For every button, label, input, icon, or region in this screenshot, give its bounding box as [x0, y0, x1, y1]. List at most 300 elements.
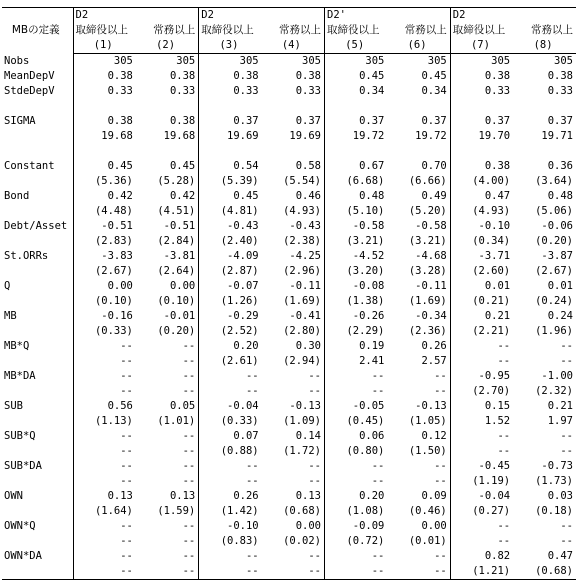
col-4-position: 常務以上: [279, 24, 321, 36]
table-cell: -0.05: [325, 399, 388, 414]
table-cell: (1.72): [283, 445, 321, 457]
table-cell: 0.05: [169, 400, 196, 412]
table-cell: -0.29: [199, 309, 262, 324]
table-cell: (3.21): [408, 235, 447, 247]
table-cell: --: [434, 370, 447, 382]
table-cell: 0.47: [450, 189, 513, 204]
table-cell: 305: [427, 55, 447, 67]
table-cell: --: [450, 444, 513, 459]
table-cell: 0.26: [421, 340, 447, 352]
table-cell: --: [182, 460, 196, 472]
table-cell: (0.21): [450, 294, 513, 309]
table-cell: 0.38: [73, 69, 136, 84]
row-label: OWN*Q: [4, 520, 36, 532]
table-cell: --: [182, 520, 196, 532]
table-cell: (2.84): [157, 235, 196, 247]
table-cell: -0.43: [199, 219, 262, 234]
table-cell: --: [182, 475, 196, 487]
table-cell: [73, 99, 136, 114]
table-cell: 0.15: [450, 399, 513, 414]
table-cell: 1.97: [547, 415, 573, 427]
table-cell: (5.10): [325, 204, 388, 219]
table-row: [2, 429, 576, 444]
table-cell: (2.32): [535, 385, 573, 397]
table-row: [2, 69, 576, 84]
row-label: [2, 144, 73, 159]
table-cell: (2.29): [325, 324, 388, 339]
table-cell: (1.96): [535, 325, 573, 337]
table-cell: -0.45: [450, 459, 513, 474]
table-cell: 0.38: [73, 114, 136, 129]
table-cell: -4.09: [199, 249, 262, 264]
table-cell: 19.72: [325, 129, 388, 144]
row-label: MB*DA: [4, 370, 36, 382]
table-cell: (1.73): [535, 475, 573, 487]
table-cell: (2.38): [283, 235, 321, 247]
table-cell: 0.21: [450, 309, 513, 324]
table-cell: [199, 99, 262, 114]
table-cell: [73, 144, 136, 159]
table-cell: (5.54): [283, 175, 321, 187]
table-cell: --: [182, 550, 196, 562]
table-cell: 0.33: [199, 84, 262, 99]
table-cell: --: [434, 385, 447, 397]
table-cell: --: [325, 564, 388, 580]
table-cell: --: [560, 430, 573, 442]
table-cell: [387, 144, 450, 159]
table-cell: [513, 99, 576, 114]
table-cell: (0.46): [408, 505, 447, 517]
table-cell: (0.68): [283, 505, 321, 517]
table-cell: 0.54: [199, 159, 262, 174]
table-row: [2, 414, 576, 429]
table-cell: 0.30: [295, 340, 321, 352]
table-cell: -0.04: [450, 489, 513, 504]
table-cell: (1.38): [325, 294, 388, 309]
table-cell: 0.12: [421, 430, 447, 442]
table-row: [2, 534, 576, 549]
table-cell: (3.28): [408, 265, 447, 277]
row-label: [2, 534, 73, 549]
group-4-dependent-variable: D2: [450, 8, 576, 24]
table-cell: 0.37: [325, 114, 388, 129]
table-cell: --: [450, 339, 513, 354]
table-cell: (2.80): [283, 325, 321, 337]
table-cell: -0.13: [415, 400, 447, 412]
table-cell: -4.68: [415, 250, 447, 262]
table-cell: --: [182, 355, 196, 367]
table-cell: 0.38: [169, 70, 196, 82]
table-cell: -0.16: [73, 309, 136, 324]
table-cell: --: [73, 519, 136, 534]
table-cell: 0.33: [169, 85, 196, 97]
table-cell: -0.07: [199, 279, 262, 294]
table-cell: -0.06: [541, 220, 573, 232]
table-cell: 0.20: [325, 489, 388, 504]
table-cell: -0.26: [325, 309, 388, 324]
table-cell: (0.83): [199, 534, 262, 549]
table-row: [2, 294, 576, 309]
table-cell: 0.09: [421, 490, 447, 502]
table-cell: -0.01: [163, 310, 196, 322]
table-cell: 0.33: [547, 85, 573, 97]
table-cell: (2.96): [283, 265, 321, 277]
table-cell: 1.52: [450, 414, 513, 429]
table-cell: 0.33: [73, 84, 136, 99]
table-cell: (2.52): [199, 324, 262, 339]
table-row: [2, 159, 576, 174]
row-label: Bond: [4, 190, 30, 202]
table-cell: --: [199, 369, 262, 384]
table-cell: 0.67: [325, 159, 388, 174]
table-cell: 0.33: [295, 85, 321, 97]
row-label: [2, 444, 73, 459]
table-cell: (0.01): [408, 535, 447, 547]
table-cell: 0.19: [325, 339, 388, 354]
table-row: [2, 309, 576, 324]
col-1-number: (1): [73, 38, 136, 54]
table-row: [2, 459, 576, 474]
table-cell: (2.70): [450, 384, 513, 399]
table-row: [2, 474, 576, 489]
table-cell: -0.04: [199, 399, 262, 414]
col-7-position: 取締役以上: [450, 23, 513, 38]
table-cell: --: [182, 385, 196, 397]
table-cell: 305: [73, 54, 136, 70]
table-cell: 0.06: [325, 429, 388, 444]
table-cell: 0.45: [421, 70, 447, 82]
table-cell: (5.39): [199, 174, 262, 189]
row-label: SIGMA: [4, 115, 36, 127]
table-cell: 305: [325, 54, 388, 70]
table-row: [2, 489, 576, 504]
table-cell: -4.25: [289, 250, 321, 262]
table-body: [2, 54, 576, 580]
table-cell: [387, 99, 450, 114]
table-cell: (2.83): [73, 234, 136, 249]
table-cell: (1.09): [283, 415, 321, 427]
table-cell: [325, 144, 388, 159]
table-cell: (1.64): [73, 504, 136, 519]
table-cell: (4.48): [73, 204, 136, 219]
table-cell: (0.18): [535, 505, 573, 517]
table-cell: 0.82: [450, 549, 513, 564]
table-row: [2, 129, 576, 144]
col-5-position: 取締役以上: [325, 23, 388, 38]
table-cell: [513, 144, 576, 159]
table-cell: 0.24: [547, 310, 573, 322]
table-cell: (0.24): [535, 295, 573, 307]
table-cell: -0.41: [289, 310, 321, 322]
table-cell: 0.26: [199, 489, 262, 504]
table-cell: 0.42: [73, 189, 136, 204]
table-cell: (2.64): [157, 265, 196, 277]
table-row: [2, 324, 576, 339]
table-cell: 0.45: [73, 159, 136, 174]
table-cell: 0.13: [169, 490, 196, 502]
table-cell: --: [199, 459, 262, 474]
table-cell: --: [308, 385, 321, 397]
table-cell: -0.73: [541, 460, 573, 472]
row-label: [2, 234, 73, 249]
table-row: [2, 249, 576, 264]
table-row: [2, 144, 576, 159]
table-cell: (1.13): [73, 414, 136, 429]
table-cell: [262, 99, 325, 114]
table-cell: --: [308, 475, 321, 487]
table-cell: (1.05): [408, 415, 447, 427]
table-cell: (6.66): [408, 175, 447, 187]
table-cell: 0.38: [295, 70, 321, 82]
table-cell: (4.93): [450, 204, 513, 219]
col-5-number: (5): [325, 38, 388, 54]
table-row: [2, 549, 576, 564]
table-cell: --: [450, 534, 513, 549]
table-cell: 19.72: [415, 130, 447, 142]
table-cell: 0.56: [73, 399, 136, 414]
table-cell: -0.34: [415, 310, 447, 322]
table-cell: [325, 99, 388, 114]
table-cell: (1.26): [199, 294, 262, 309]
table-cell: 0.48: [547, 190, 573, 202]
table-cell: --: [73, 564, 136, 580]
row-label: [2, 354, 73, 369]
table-cell: (0.34): [450, 234, 513, 249]
table-cell: --: [73, 549, 136, 564]
table-cell: 0.46: [295, 190, 321, 202]
col-8-position: 常務以上: [531, 24, 573, 36]
table-cell: (0.80): [325, 444, 388, 459]
table-cell: --: [73, 444, 136, 459]
table-cell: (0.88): [199, 444, 262, 459]
table-cell: --: [73, 339, 136, 354]
table-cell: 0.45: [325, 69, 388, 84]
row-label: St.ORRs: [4, 250, 49, 262]
table-cell: (0.68): [535, 565, 573, 577]
table-row: [2, 384, 576, 399]
table-cell: -0.51: [163, 220, 196, 232]
table-cell: 0.58: [295, 160, 321, 172]
table-row: [2, 504, 576, 519]
table-cell: 0.37: [421, 115, 447, 127]
table-row: [2, 204, 576, 219]
table-cell: (5.06): [535, 205, 573, 217]
table-cell: --: [560, 340, 573, 352]
table-cell: (4.51): [157, 205, 196, 217]
table-cell: --: [308, 550, 321, 562]
table-cell: -4.52: [325, 249, 388, 264]
table-cell: -0.51: [73, 219, 136, 234]
table-row: [2, 99, 576, 114]
table-cell: 0.14: [295, 430, 321, 442]
table-cell: 305: [450, 54, 513, 70]
table-row: [2, 114, 576, 129]
table-cell: (2.87): [199, 264, 262, 279]
table-cell: -3.71: [450, 249, 513, 264]
row-label: [2, 129, 73, 144]
table-cell: 0.00: [169, 280, 196, 292]
table-cell: -0.10: [199, 519, 262, 534]
table-cell: -0.58: [325, 219, 388, 234]
table-cell: [136, 99, 199, 114]
row-label: [2, 99, 73, 114]
table-cell: (1.42): [199, 504, 262, 519]
table-cell: -0.10: [450, 219, 513, 234]
table-cell: --: [308, 460, 321, 472]
table-cell: -0.13: [289, 400, 321, 412]
table-cell: (1.08): [325, 504, 388, 519]
table-cell: 0.01: [547, 280, 573, 292]
table-cell: 19.68: [73, 129, 136, 144]
table-cell: (2.40): [199, 234, 262, 249]
table-cell: -0.11: [289, 280, 321, 292]
row-label: StdeDepV: [4, 85, 55, 97]
group-2-dependent-variable: D2: [199, 8, 325, 24]
table-cell: (0.10): [73, 294, 136, 309]
header-row-column-numbers: [2, 38, 576, 54]
table-cell: --: [73, 459, 136, 474]
table-cell: (1.19): [450, 474, 513, 489]
row-label: Constant: [4, 160, 55, 172]
row-label: [2, 504, 73, 519]
table-cell: 0.37: [450, 114, 513, 129]
row-label: OWN: [4, 490, 23, 502]
table-cell: --: [182, 430, 196, 442]
table-cell: 19.69: [199, 129, 262, 144]
table-cell: -0.09: [325, 519, 388, 534]
table-cell: --: [182, 370, 196, 382]
table-cell: (0.45): [325, 414, 388, 429]
regression-results-table: [2, 7, 576, 580]
table-row: [2, 564, 576, 580]
row-label: [2, 324, 73, 339]
table-cell: --: [434, 550, 447, 562]
table-cell: --: [73, 369, 136, 384]
table-row: [2, 369, 576, 384]
table-cell: [199, 144, 262, 159]
table-cell: 0.00: [295, 520, 321, 532]
table-cell: 0.34: [421, 85, 447, 97]
row-label: Debt/Asset: [4, 220, 68, 232]
table-cell: --: [199, 564, 262, 580]
group-3-dependent-variable: D2': [325, 8, 451, 24]
table-row: [2, 84, 576, 99]
mb-definition-header: MBの定義: [11, 24, 60, 37]
table-cell: (5.36): [73, 174, 136, 189]
table-cell: 305: [554, 55, 573, 67]
col-2-position: 常務以上: [153, 24, 196, 36]
table-cell: 0.37: [199, 114, 262, 129]
table-cell: 0.45: [169, 160, 196, 172]
table-cell: 19.70: [450, 129, 513, 144]
table-cell: (4.00): [450, 174, 513, 189]
table-cell: 0.38: [169, 115, 196, 127]
table-cell: --: [182, 565, 196, 577]
table-cell: --: [182, 340, 196, 352]
header-row-position: [2, 23, 576, 38]
table-cell: 0.49: [421, 190, 447, 202]
table-cell: -0.58: [415, 220, 447, 232]
table-cell: (0.10): [157, 295, 196, 307]
row-label: MB*Q: [4, 340, 30, 352]
table-cell: 0.38: [199, 69, 262, 84]
table-row: [2, 354, 576, 369]
col-8-number: (8): [513, 38, 576, 54]
table-cell: 305: [302, 55, 321, 67]
table-cell: -3.83: [73, 249, 136, 264]
table-cell: (0.02): [283, 535, 321, 547]
table-cell: --: [73, 534, 136, 549]
table-cell: 2.41: [325, 354, 388, 369]
col-3-number: (3): [199, 38, 262, 54]
table-cell: (2.36): [408, 325, 447, 337]
row-label: [2, 264, 73, 279]
table-cell: (0.33): [73, 324, 136, 339]
table-cell: (0.27): [450, 504, 513, 519]
table-cell: --: [325, 384, 388, 399]
table-cell: -0.11: [415, 280, 447, 292]
table-cell: (3.21): [325, 234, 388, 249]
table-cell: --: [325, 369, 388, 384]
table-cell: 19.68: [163, 130, 196, 142]
col-4-number: (4): [262, 38, 325, 54]
table-cell: (2.60): [450, 264, 513, 279]
row-label: [2, 564, 73, 580]
table-cell: 0.47: [547, 550, 573, 562]
table-cell: --: [199, 549, 262, 564]
table-cell: --: [199, 474, 262, 489]
table-cell: 0.37: [547, 115, 573, 127]
table-cell: 0.01: [450, 279, 513, 294]
table-cell: 305: [176, 55, 196, 67]
col-2-number: (2): [136, 38, 199, 54]
row-label: OWN*DA: [4, 550, 42, 562]
table-cell: --: [450, 354, 513, 369]
row-label: [2, 414, 73, 429]
table-cell: (2.67): [73, 264, 136, 279]
table-cell: -0.08: [325, 279, 388, 294]
table-cell: 0.36: [547, 160, 573, 172]
table-cell: --: [434, 565, 447, 577]
table-cell: (1.69): [283, 295, 321, 307]
row-label: MeanDepV: [4, 70, 55, 82]
table-cell: 0.38: [450, 69, 513, 84]
table-cell: [262, 144, 325, 159]
row-label: SUB: [4, 400, 23, 412]
table-cell: -3.87: [541, 250, 573, 262]
table-row: [2, 279, 576, 294]
table-row: [2, 234, 576, 249]
table-cell: --: [434, 475, 447, 487]
table-row: [2, 444, 576, 459]
table-cell: (0.72): [325, 534, 388, 549]
table-cell: --: [325, 549, 388, 564]
table-cell: 0.42: [169, 190, 196, 202]
table-cell: [136, 144, 199, 159]
table-cell: 0.13: [295, 490, 321, 502]
table-cell: 0.13: [73, 489, 136, 504]
table-row: [2, 189, 576, 204]
table-cell: -1.00: [541, 370, 573, 382]
table-cell: 19.71: [541, 130, 573, 142]
table-row: [2, 519, 576, 534]
row-label: [2, 294, 73, 309]
table-row: [2, 339, 576, 354]
table-cell: (0.20): [535, 235, 573, 247]
table-cell: 0.48: [325, 189, 388, 204]
table-cell: (3.64): [535, 175, 573, 187]
table-cell: (5.28): [157, 175, 196, 187]
